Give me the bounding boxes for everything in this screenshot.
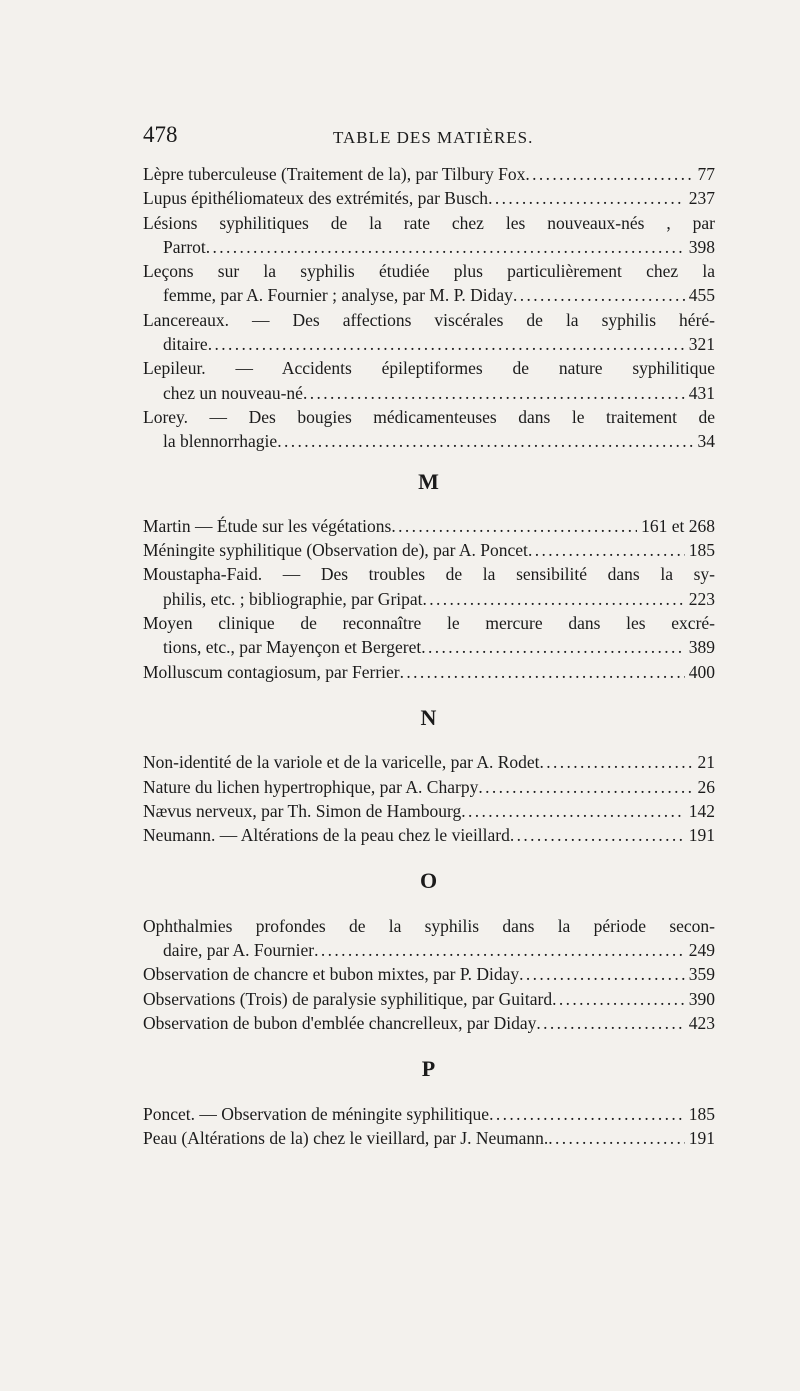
dot-leader [314,938,685,962]
dot-leader [423,587,685,611]
dot-leader [519,962,685,986]
entry-text: Ophthalmies profondes de la syphilis dans la période secon- [143,915,715,936]
dot-leader [206,235,685,259]
entry-text: Lepileur. — Accidents épileptiformes de nature syphilitique [143,358,715,379]
entry-text: Parrot [163,236,206,257]
section-letter: N [420,704,438,730]
entry-text: Molluscum contagiosum, par Ferrier [143,661,400,682]
entry-text: Peau (Altérations de la) chez le vieillard, par J. Neumann. [143,1127,549,1148]
dot-leader [400,660,685,684]
entry-page-number: 249 [688,940,715,961]
entry-text: Observation de chancre et bubon mixtes, par P. Diday [143,964,520,985]
toc-entry [143,775,715,799]
entry-page-number: 34 [697,431,715,452]
entry-text: Méningite syphilitique (Observation de), par A. Poncet [143,540,528,561]
dot-leader [277,429,693,453]
entry-text: Observation de bubon d'emblée chancrelleux, par Diday [143,1012,537,1033]
entry-page-number: 389 [688,637,715,658]
toc-entry [143,211,715,260]
toc-entry [143,660,715,684]
dot-leader [478,775,693,799]
toc-entry [143,562,715,611]
toc-entry [143,962,715,986]
entry-text: Nature du lichen hypertrophique, par A. Charpy [143,776,479,797]
entry-text: Nævus nerveux, par Th. Simon de Hambourg [143,800,462,821]
toc-entry [143,1102,715,1126]
entry-page-number: 398 [688,236,715,257]
entry-text: femme, par A. Fournier ; analyse, par M. P. Diday [163,285,513,306]
entry-page-number: 423 [688,1012,715,1033]
entry-text: Leçons sur la syphilis étudiée plus particulièrement chez la [143,261,715,282]
entry-text: philis, etc. ; bibliographie, par Gripat [163,588,423,609]
entry-page-number: 321 [688,334,715,355]
dot-leader [536,1011,684,1035]
entry-text: Poncet. — Observation de méningite syphilitique [143,1103,490,1124]
entry-page-number: 455 [688,285,715,306]
toc-entry [143,1011,715,1035]
toc-entry [143,356,715,405]
section-letter: P [421,1056,437,1082]
entry-text: daire, par A. Fournier [163,940,315,961]
entry-text: Lèpre tuberculeuse (Traitement de la), par Tilbury Fox [143,164,526,184]
entry-page-number: 161 et 268 [641,515,715,536]
dot-leader [510,823,685,847]
entry-page-number: 21 [697,752,715,773]
dot-leader [513,283,685,307]
entry-page-number: 237 [688,188,715,209]
page-header [143,120,715,156]
page-number: 478 [143,122,178,147]
dot-leader [461,799,685,823]
dot-leader [525,162,693,186]
entry-text: Observations (Trois) de paralysie syphilitique, par Guitard [143,988,553,1009]
entry-page-number: 185 [688,1103,715,1124]
entry-text: Moyen clinique de reconnaître le mercure dans les excré- [143,613,715,634]
toc-entry [143,308,715,357]
dot-leader [489,1102,685,1126]
toc-entry [143,1126,715,1150]
entry-page-number: 223 [688,588,715,609]
entry-page-number: 191 [688,1127,715,1148]
running-title: TABLE DES MATIÈRES. [333,128,534,147]
entry-text: Lésions syphilitiques de la rate chez les nouveaux-nés , par [143,212,715,233]
entry-page-number: 26 [697,776,715,797]
entry-text: Lancereaux. — Des affections viscérales de la syphilis héré- [143,309,715,330]
entry-text: Non-identité de la variole et de la varicelle, par A. Rodet [143,752,540,773]
toc-entry [143,914,715,963]
entry-text: Neumann. — Altérations de la peau chez le vieillard [143,825,510,846]
entry-page-number: 400 [688,661,715,682]
dot-leader [303,381,685,405]
toc-entry [143,405,715,454]
entry-text: tions, etc., par Mayençon et Bergeret [163,637,422,658]
toc-entry [143,538,715,562]
dot-leader [540,750,694,774]
section-letter: M [418,468,440,494]
dot-leader [528,538,685,562]
entry-page-number: 142 [688,800,715,821]
entry-page-number: 77 [697,164,715,184]
entry-text: Moustapha-Faid. — Des troubles de la sensibilité dans la sy- [143,564,715,585]
entry-text: Lupus épithéliomateux des extrémités, par Busch [143,188,489,209]
table-of-contents [143,162,715,1150]
toc-entry [143,514,715,538]
entry-page-number: 359 [688,964,715,985]
entry-page-number: 191 [688,825,715,846]
toc-entry [143,799,715,823]
entry-page-number: 431 [688,382,715,403]
section-letter: O [419,868,439,894]
toc-entry [143,987,715,1011]
entry-text: la blennorrhagie [163,431,278,452]
dot-leader [391,514,637,538]
entry-page-number: 185 [688,540,715,561]
entry-text: ditaire [163,334,208,355]
entry-page-number: 390 [688,988,715,1009]
dot-leader [421,635,685,659]
toc-entry [143,162,715,186]
dot-leader [488,186,685,210]
toc-entry [143,823,715,847]
dot-leader [208,332,685,356]
entry-text: Martin — Étude sur les végétations [143,515,392,536]
entry-text: chez un nouveau-né [163,382,303,403]
dot-leader [552,987,685,1011]
toc-entry [143,750,715,774]
toc-entry [143,186,715,210]
toc-entry [143,259,715,308]
toc-entry [143,611,715,660]
entry-text: Lorey. — Des bougies médicamenteuses dans le traitement de [143,406,715,427]
dot-leader [548,1126,684,1150]
